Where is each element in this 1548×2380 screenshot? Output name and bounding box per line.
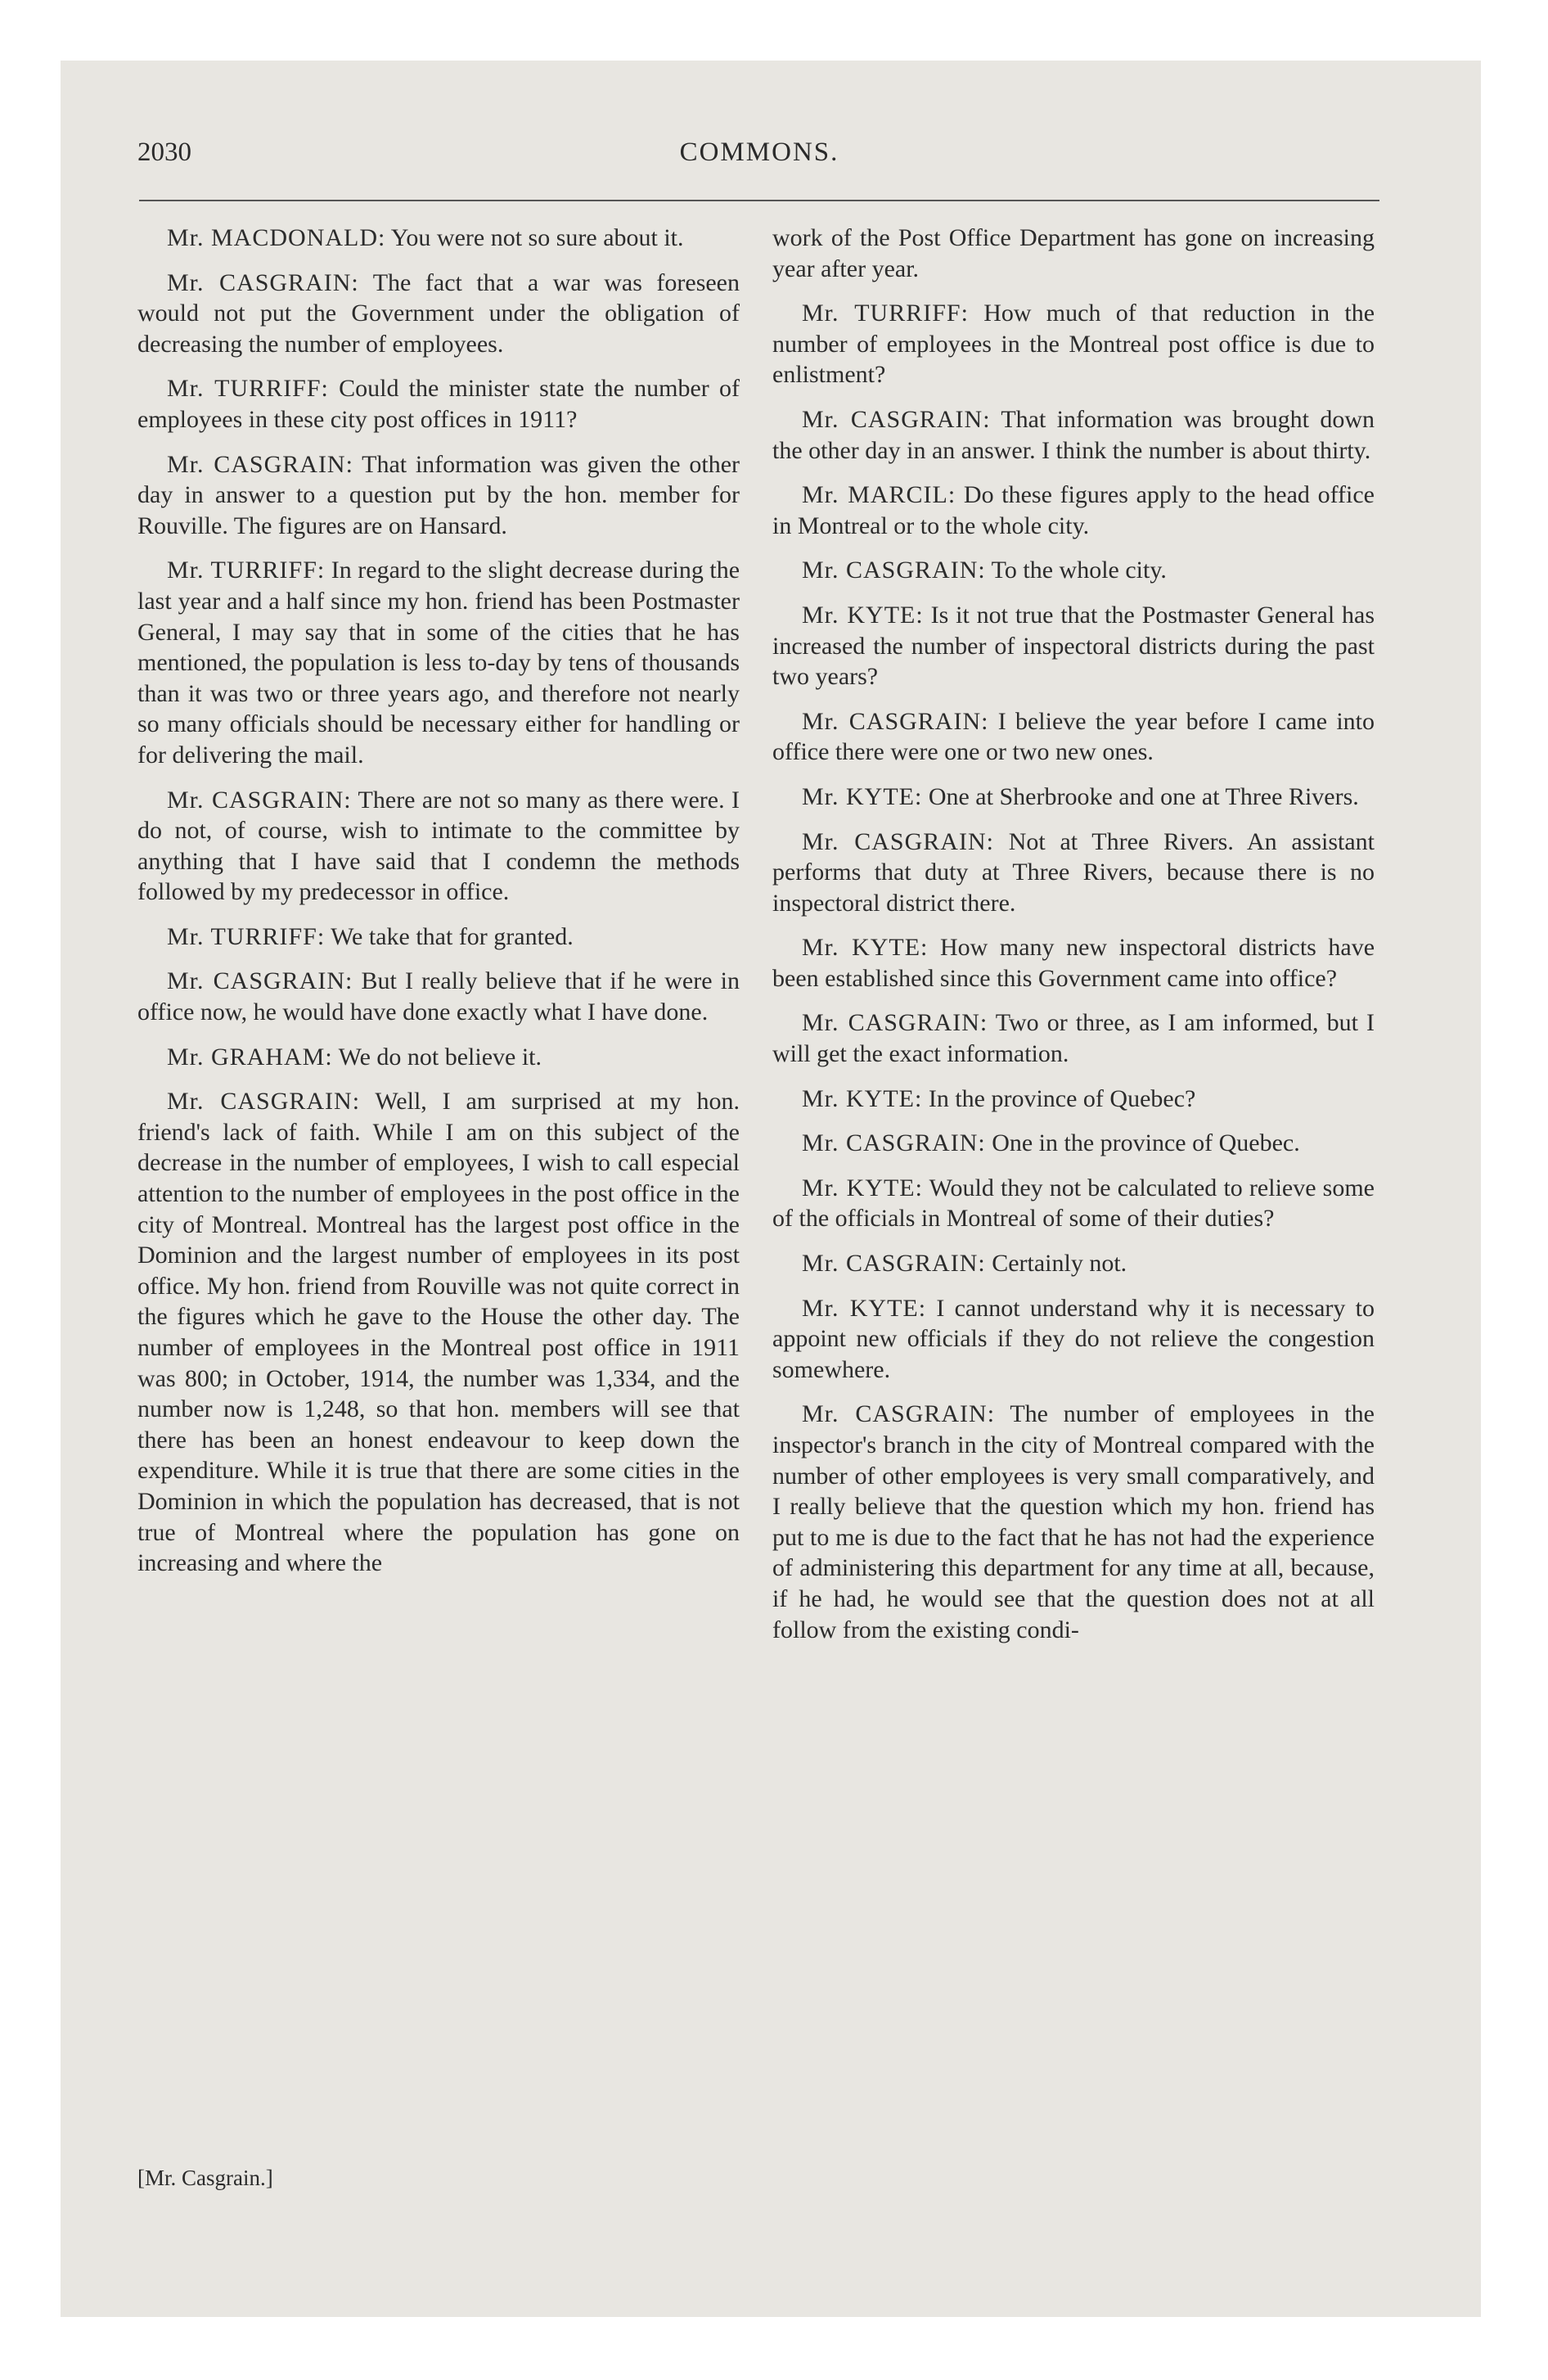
right-column	[772, 223, 1375, 1659]
speaker-name: Mr. CASGRAIN:	[802, 827, 994, 855]
speaker-name: Mr. KYTE:	[802, 1174, 923, 1201]
paragraph-text: That information was given the other day in answer to a question put by the hon. member for Rouville. The figures are on Hansard.	[137, 450, 740, 539]
speaker-name: Mr. TURRIFF:	[167, 557, 326, 584]
paragraph-text: Could the minister state the number of employees in these city post offices in 1911?	[137, 375, 740, 433]
paragraph	[772, 223, 1375, 284]
paragraph	[137, 449, 740, 542]
paragraph-text: How much of that reduction in the number of employees in the Montreal post office is due to enlistment?	[772, 300, 1375, 389]
paragraph	[137, 785, 740, 908]
page-header	[137, 137, 1381, 178]
paragraph-text: Do these figures apply to the head office in Montreal or to the whole city.	[772, 481, 1375, 539]
paragraph-text: One in the province of Quebec.	[992, 1129, 1300, 1157]
paragraph	[772, 480, 1375, 541]
speaker-name: Mr. CASGRAIN:	[802, 1250, 986, 1278]
speaker-name: Mr. KYTE:	[802, 934, 929, 962]
paragraph	[772, 1293, 1375, 1386]
speaker-name: Mr. MACDONALD:	[167, 224, 386, 251]
speaker-name: Mr. CASGRAIN:	[167, 786, 352, 814]
speaker-name: Mr. CASGRAIN:	[167, 450, 353, 478]
paragraph	[772, 827, 1375, 919]
speaker-name: Mr. KYTE:	[802, 601, 924, 629]
paragraph-text: You were not so sure about it.	[390, 224, 684, 251]
paragraph-text: There are not so many as there were. I do not, of course, wish to intimate to the committee by anything that I have said that I condemn the methods followed by my predecessor in office.	[137, 786, 740, 906]
paragraph	[772, 600, 1375, 692]
speaker-name: Mr. KYTE:	[802, 1084, 923, 1112]
speaker-name: Mr. CASGRAIN:	[802, 1400, 996, 1428]
speaker-name: Mr. CASGRAIN:	[802, 707, 989, 735]
speaker-name: Mr. CASGRAIN:	[802, 1009, 988, 1037]
paragraph	[137, 966, 740, 1027]
paragraph	[137, 1086, 740, 1579]
paragraph	[772, 404, 1375, 466]
speaker-name: Mr. TURRIFF:	[167, 375, 329, 403]
paragraph	[137, 223, 740, 254]
speaker-name: Mr. GRAHAM:	[167, 1043, 333, 1071]
paragraph	[772, 298, 1375, 390]
paragraph	[137, 922, 740, 953]
paragraph	[772, 555, 1375, 586]
paragraph-text: Certainly not.	[992, 1250, 1127, 1278]
paragraph-text: Is it not true that the Postmaster General has increased the number of inspectoral districts during the past two years?	[772, 601, 1375, 691]
paragraph-text: We do not believe it.	[338, 1043, 542, 1071]
paragraph	[772, 932, 1375, 994]
paragraph	[772, 1248, 1375, 1279]
paragraph-text: One at Sherbrooke and one at Three Rivers.	[928, 782, 1359, 810]
paragraph-text: The number of employees in the inspector's branch in the city of Montreal compared with the number of other employees is very small comparatively, and I really believe that the question which my hon. friend has put to me is due to the fact that he has not had the experience of administering this department for any time at all, because, if he had, he would see that the question does not at all follow from the existing condi-	[772, 1400, 1375, 1643]
speaker-name: Mr. KYTE:	[802, 782, 923, 810]
left-column	[137, 223, 740, 1593]
paragraph-text: I cannot understand why it is necessary to appoint new officials if they do not relieve the congestion somewhere.	[772, 1294, 1375, 1383]
page-number: 2030	[137, 137, 191, 167]
speaker-name: Mr. CASGRAIN:	[802, 557, 986, 584]
paragraph-text: That information was brought down the other day in an answer. I think the number is about thirty.	[772, 405, 1375, 464]
paragraph	[772, 782, 1375, 813]
footer-attribution: [Mr. Casgrain.]	[137, 2166, 273, 2190]
paragraph-text: The fact that a war was foreseen would not put the Government under the obligation of decreasing the number of employees.	[137, 268, 740, 358]
paragraph	[137, 1042, 740, 1073]
speaker-name: Mr. CASGRAIN:	[167, 1088, 361, 1116]
paragraph-text: Well, I am surprised at my hon. friend's lack of faith. While I am on this subject of the decrease in the number of employees, I wish to call especial attention to the number of employees in the post office in the city of Montreal. Montreal has the largest post office in the Dominion and the largest number of employees in its post office. My hon. friend from Rouville was not quite correct in the figures which he gave to the House the other day. The number of employees in the Montreal post office in 1911 was 800; in October, 1914, the number was 1,334, and the number now is 1,248, so that hon. members will see that there has been an honest endeavour to keep down the expenditure. While it is true that there are some cities in the Dominion in which the population has decreased, that is not true of Montreal where the population has gone on increasing and where the	[137, 1088, 740, 1577]
speaker-name: Mr. CASGRAIN:	[167, 268, 359, 296]
paragraph-text: To the whole city.	[991, 557, 1167, 584]
paragraph-text: Two or three, as I am informed, but I will get the exact information.	[772, 1009, 1375, 1068]
speaker-name: Mr. TURRIFF:	[167, 922, 326, 950]
speaker-name: Mr. TURRIFF:	[802, 300, 969, 327]
paragraph	[137, 373, 740, 435]
paragraph-text: In regard to the slight decrease during the last year and a half since my hon. friend has been Postmaster General, I may say that in some of the cities that he has mentioned, the population is less to-day by tens of thousands than it was two or three years ago, and therefore not nearly so many officials should be necessary either for handling or for delivering the mail.	[137, 557, 740, 769]
paragraph-text: Not at Three Rivers. An assistant performs that duty at Three Rivers, because there is no inspectoral district there.	[772, 827, 1375, 917]
paragraph	[772, 1007, 1375, 1069]
paragraph-text: I believe the year before I came into office there were one or two new ones.	[772, 707, 1375, 766]
paragraph	[772, 1399, 1375, 1645]
speaker-name: Mr. CASGRAIN:	[167, 967, 353, 995]
paragraph-text: In the province of Quebec?	[928, 1084, 1196, 1112]
speaker-name: Mr. KYTE:	[802, 1294, 927, 1322]
paragraph-text: We take that for granted.	[331, 922, 574, 950]
paragraph	[772, 1084, 1375, 1115]
paragraph-text: Would they not be calculated to relieve some of the officials in Montreal of some of their duties?	[772, 1174, 1375, 1233]
paragraph	[772, 706, 1375, 768]
paragraph-text: How many new inspectoral districts have been established since this Government came into office?	[772, 934, 1375, 992]
paragraph	[772, 1173, 1375, 1234]
speaker-name: Mr. MARCIL:	[802, 481, 956, 509]
header-rule	[139, 200, 1379, 201]
paragraph	[137, 555, 740, 770]
paragraph-text: work of the Post Office Department has gone on increasing year after year.	[772, 224, 1375, 282]
speaker-name: Mr. CASGRAIN:	[802, 405, 991, 433]
running-head: COMMONS.	[679, 137, 839, 167]
paragraph	[772, 1128, 1375, 1159]
speaker-name: Mr. CASGRAIN:	[802, 1129, 986, 1157]
paragraph	[137, 268, 740, 360]
paragraph-text: But I really believe that if he were in office now, he would have done exactly what I have done.	[137, 967, 740, 1026]
